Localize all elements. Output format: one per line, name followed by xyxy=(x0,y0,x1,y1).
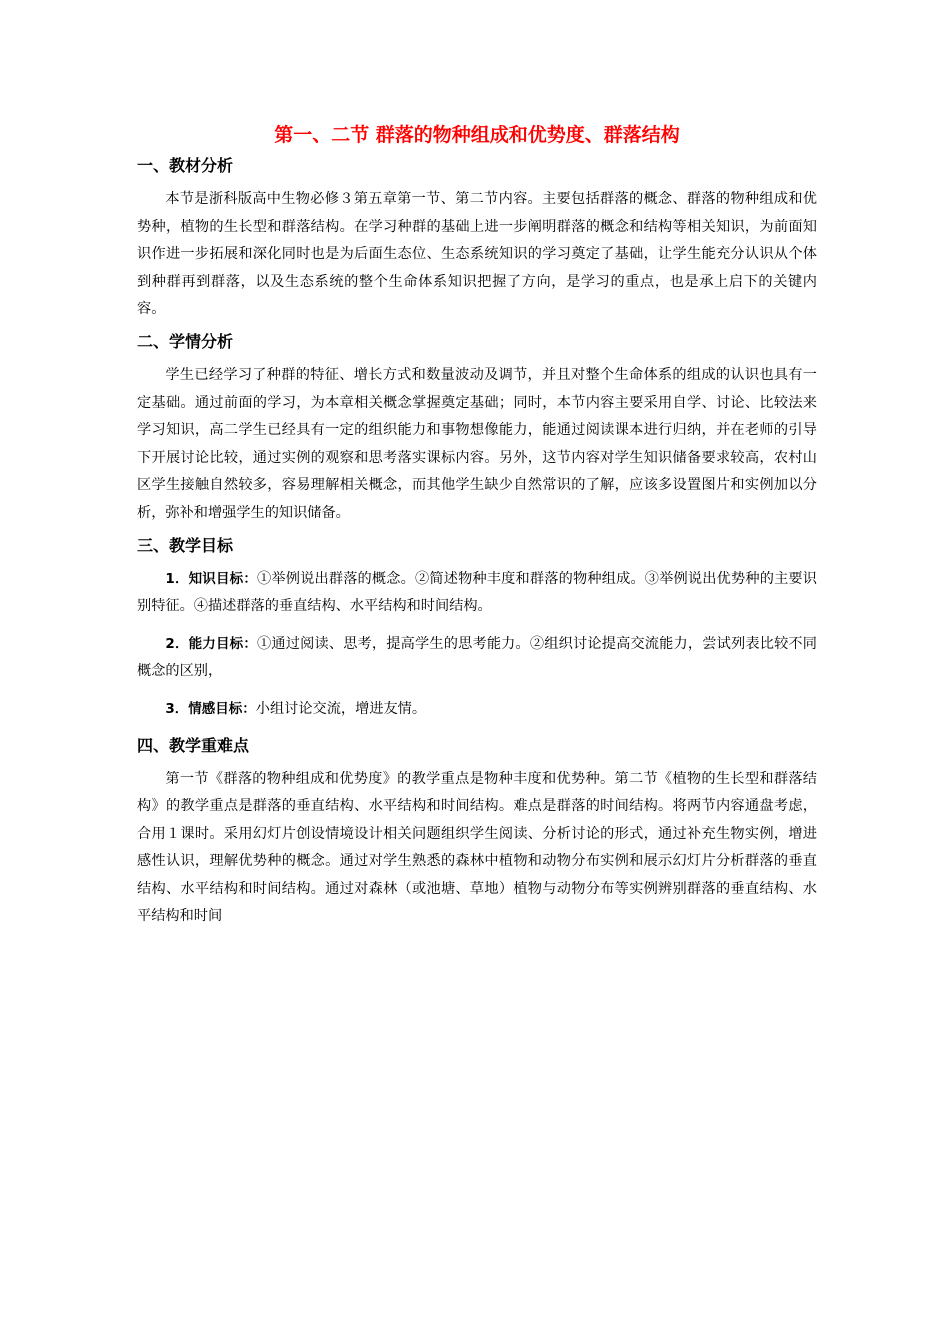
goal-ability xyxy=(137,631,817,686)
goal-text: 小组讨论交流，增进友情。 xyxy=(255,700,427,717)
goal-emotion xyxy=(137,696,817,724)
section-heading: 四、教学重难点 xyxy=(137,735,250,755)
section-paragraph: 学生已经学习了种群的特征、增长方式和数量波动及调节，并且对整个生命体系的组成的认识也具有一定基础。通过前面的学习，为本章相关概念掌握奠定基础；同时，本节内容主要采用自学、讨论、比较法来学习知识，高二学生已经具有一定的组织能力和事物想像能力，能通过阅读课本进行归纳，并在老师的引导下开展讨论比较，通过实例的观察和思考落实课标内容。另外，这节内容对学生知识储备要求较高，农村山区学生接触自然较多，容易理解相关概念，而其他学生缺少自然常识的了解，应该多设置图片和实例加以分析，弥补和增强学生的知识储备。 xyxy=(137,366,817,521)
document-title: 第一、二节 群落的物种组成和优势度、群落结构 xyxy=(274,124,680,146)
goal-text: ①通过阅读、思考，提高学生的思考能力。②组织讨论提高交流能力，尝试列表比较不同概念的区别， xyxy=(137,635,817,680)
goal-label: 3．情感目标： xyxy=(165,700,256,717)
section-key-difficulties xyxy=(137,734,817,932)
goal-label: 2．能力目标： xyxy=(165,635,258,652)
section-heading: 二、学情分析 xyxy=(137,331,234,351)
section-teaching-goals xyxy=(137,534,817,724)
section-heading: 三、教学目标 xyxy=(137,535,234,555)
section-paragraph: 第一节《群落的物种组成和优势度》的教学重点是物种丰度和优势种。第二节《植物的生长型和群落结构》的教学重点是群落的垂直结构、水平结构和时间结构。难点是群落的时间结构。将两节内容通盘考虑，合用１课时。采用幻灯片创设情境设计相关问题组织学生阅读、分析讨论的形式，通过补充生物实例，增进感性认识，理解优势种的概念。通过对学生熟悉的森林中植物和动物分布实例和展示幻灯片分析群落的垂直结构、水平结构和时间结构。通过对森林（或池塘、草地）植物与动物分布等实例辨别群落的垂直结构、水平结构和时间 xyxy=(137,770,817,925)
goal-knowledge xyxy=(137,566,817,621)
goal-label: 1．知识目标： xyxy=(165,570,258,587)
section-heading: 一、教材分析 xyxy=(137,156,234,175)
goal-text: ①举例说出群落的概念。②简述物种丰度和群落的物种组成。③举例说出优势种的主要识别特征。④描述群落的垂直结构、水平结构和时间结构。 xyxy=(137,570,817,615)
section-paragraph: 本节是浙科版高中生物必修３第五章第一节、第二节内容。主要包括群落的概念、群落的物种组成和优势种，植物的生长型和群落结构。在学习种群的基础上进一步阐明群落的概念和结构等相关知识，为前面知识作进一步拓展和深化同时也是为后面生态位、生态系统知识的学习奠定了基础，让学生能充分认识从个体到种群再到群落，以及生态系统的整个生命体系知识把握了方向，是学习的重点，也是承上启下的关键内容。 xyxy=(137,191,817,318)
section-student-analysis xyxy=(137,330,817,528)
document-page xyxy=(137,120,817,937)
section-material-analysis xyxy=(137,154,817,324)
